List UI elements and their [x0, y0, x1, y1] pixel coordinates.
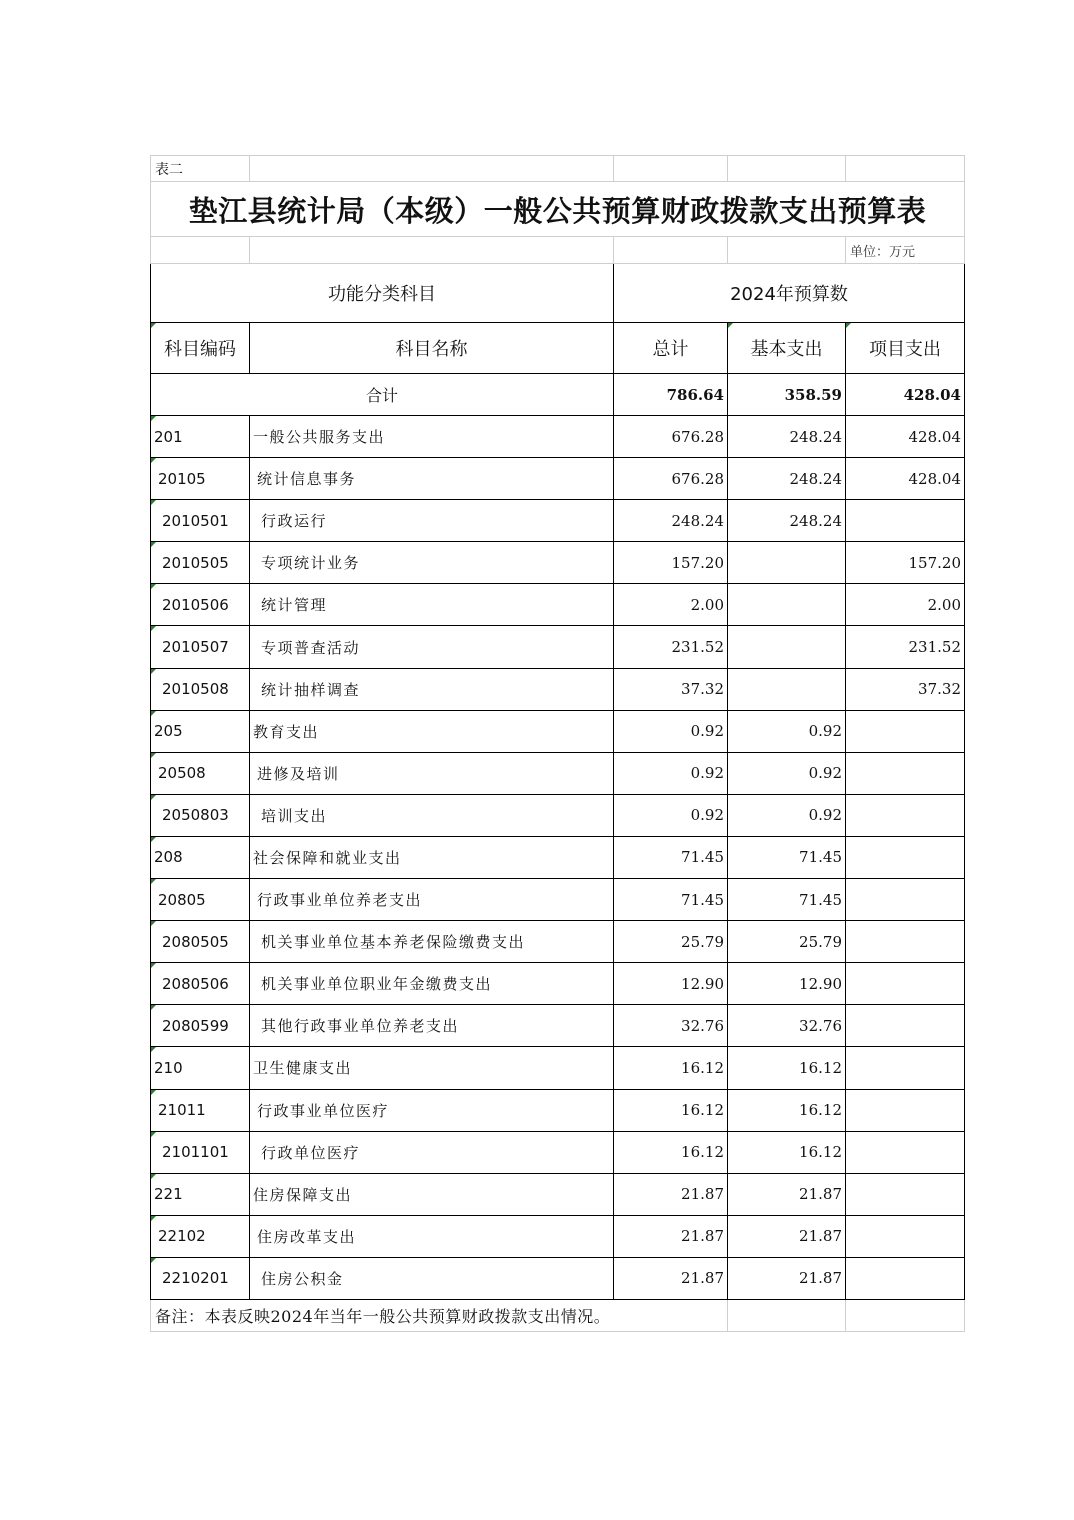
- table-row: [151, 879, 965, 921]
- row-project: 428.04: [846, 416, 965, 458]
- row-code: 21011: [151, 1089, 250, 1131]
- table-row: [151, 710, 965, 752]
- row-total: 25.79: [614, 921, 728, 963]
- row-basic: 0.92: [728, 710, 846, 752]
- row-name: 统计信息事务: [250, 458, 614, 500]
- row-code: 221: [151, 1173, 250, 1215]
- row-total: 21.87: [614, 1215, 728, 1257]
- row-project: [846, 879, 965, 921]
- row-total: 32.76: [614, 1005, 728, 1047]
- table-row: [151, 1215, 965, 1257]
- row-total: 21.87: [614, 1173, 728, 1215]
- row-total: 0.92: [614, 794, 728, 836]
- row-total: 12.90: [614, 963, 728, 1005]
- row-code: 2080505: [151, 921, 250, 963]
- row-project: [846, 710, 965, 752]
- row-project: [846, 794, 965, 836]
- row-basic: [728, 584, 846, 626]
- row-project: 428.04: [846, 458, 965, 500]
- table-row: [151, 794, 965, 836]
- row-basic: 12.90: [728, 963, 846, 1005]
- table-row: [151, 963, 965, 1005]
- row-code: 2101101: [151, 1131, 250, 1173]
- total-label: 合计: [151, 374, 614, 416]
- row-code: 2010506: [151, 584, 250, 626]
- row-code: 20105: [151, 458, 250, 500]
- row-name: 社会保障和就业支出: [250, 836, 614, 878]
- budget-rows: [151, 416, 965, 1300]
- blank-cell: [728, 237, 846, 264]
- row-name: 住房改革支出: [250, 1215, 614, 1257]
- row-basic: 71.45: [728, 836, 846, 878]
- row-name: 卫生健康支出: [250, 1047, 614, 1089]
- row-code: 2010501: [151, 500, 250, 542]
- row-total: 16.12: [614, 1047, 728, 1089]
- table-row: [151, 1173, 965, 1215]
- row-project: [846, 500, 965, 542]
- row-name: 住房公积金: [250, 1257, 614, 1299]
- row-basic: [728, 668, 846, 710]
- row-basic: 248.24: [728, 500, 846, 542]
- row-total: 16.12: [614, 1089, 728, 1131]
- row-code: 210: [151, 1047, 250, 1089]
- row-basic: 16.12: [728, 1047, 846, 1089]
- row-project: [846, 921, 965, 963]
- row-basic: 21.87: [728, 1215, 846, 1257]
- table-row: [151, 752, 965, 794]
- row-name: 行政单位医疗: [250, 1131, 614, 1173]
- row-basic: 16.12: [728, 1131, 846, 1173]
- table-row: [151, 1131, 965, 1173]
- row-project: [846, 1005, 965, 1047]
- budget-table: [150, 155, 965, 1332]
- row-basic: 0.92: [728, 752, 846, 794]
- table-row: [151, 458, 965, 500]
- table-row: [151, 1047, 965, 1089]
- row-code: 22102: [151, 1215, 250, 1257]
- row-code: 2050803: [151, 794, 250, 836]
- blank-cell: [728, 1299, 846, 1331]
- row-project: [846, 963, 965, 1005]
- row-total: 37.32: [614, 668, 728, 710]
- table-row: [151, 584, 965, 626]
- row-name: 进修及培训: [250, 752, 614, 794]
- row-total: 71.45: [614, 836, 728, 878]
- row-total: 157.20: [614, 542, 728, 584]
- table-row: [151, 542, 965, 584]
- table-row: [151, 416, 965, 458]
- row-code: 2080506: [151, 963, 250, 1005]
- row-code: 2010508: [151, 668, 250, 710]
- row-name: 行政运行: [250, 500, 614, 542]
- row-project: [846, 1047, 965, 1089]
- blank-cell: [151, 237, 250, 264]
- row-project: 37.32: [846, 668, 965, 710]
- row-code: 205: [151, 710, 250, 752]
- row-project: [846, 1089, 965, 1131]
- blank-cell: [614, 156, 728, 182]
- row-code: 201: [151, 416, 250, 458]
- row-basic: 16.12: [728, 1089, 846, 1131]
- row-total: 248.24: [614, 500, 728, 542]
- row-project: [846, 836, 965, 878]
- table-row: [151, 1089, 965, 1131]
- blank-cell: [250, 156, 614, 182]
- table-row: [151, 500, 965, 542]
- row-total: 676.28: [614, 458, 728, 500]
- row-name: 机关事业单位职业年金缴费支出: [250, 963, 614, 1005]
- total-total: 786.64: [614, 374, 728, 416]
- blank-cell: [846, 1299, 965, 1331]
- row-project: 2.00: [846, 584, 965, 626]
- row-basic: 21.87: [728, 1173, 846, 1215]
- row-name: 行政事业单位医疗: [250, 1089, 614, 1131]
- row-name: 教育支出: [250, 710, 614, 752]
- row-basic: 32.76: [728, 1005, 846, 1047]
- row-name: 一般公共服务支出: [250, 416, 614, 458]
- total-project: 428.04: [846, 374, 965, 416]
- row-basic: 0.92: [728, 794, 846, 836]
- total-basic: 358.59: [728, 374, 846, 416]
- row-project: 231.52: [846, 626, 965, 668]
- row-code: 208: [151, 836, 250, 878]
- table-row: [151, 668, 965, 710]
- row-basic: 71.45: [728, 879, 846, 921]
- row-name: 统计抽样调查: [250, 668, 614, 710]
- row-basic: 248.24: [728, 458, 846, 500]
- table-row: [151, 1005, 965, 1047]
- row-project: 157.20: [846, 542, 965, 584]
- row-project: [846, 1131, 965, 1173]
- blank-cell: [728, 156, 846, 182]
- header-function-class: 功能分类科目: [151, 264, 614, 323]
- row-basic: [728, 626, 846, 668]
- row-name: 统计管理: [250, 584, 614, 626]
- blank-cell: [846, 156, 965, 182]
- row-name: 其他行政事业单位养老支出: [250, 1005, 614, 1047]
- footnote: 备注：本表反映2024年当年一般公共预算财政拨款支出情况。: [151, 1299, 728, 1331]
- row-total: 231.52: [614, 626, 728, 668]
- blank-cell: [614, 237, 728, 264]
- header-basic: 基本支出: [728, 323, 846, 374]
- row-project: [846, 1215, 965, 1257]
- row-project: [846, 1173, 965, 1215]
- blank-cell: [250, 237, 614, 264]
- row-name: 专项统计业务: [250, 542, 614, 584]
- row-total: 16.12: [614, 1131, 728, 1173]
- row-name: 培训支出: [250, 794, 614, 836]
- header-code: 科目编码: [151, 323, 250, 374]
- row-total: 21.87: [614, 1257, 728, 1299]
- row-basic: 21.87: [728, 1257, 846, 1299]
- row-project: [846, 1257, 965, 1299]
- row-code: 2210201: [151, 1257, 250, 1299]
- row-code: 2010507: [151, 626, 250, 668]
- row-total: 0.92: [614, 710, 728, 752]
- row-basic: [728, 542, 846, 584]
- header-name: 科目名称: [250, 323, 614, 374]
- row-total: 676.28: [614, 416, 728, 458]
- header-project: 项目支出: [846, 323, 965, 374]
- row-name: 机关事业单位基本养老保险缴费支出: [250, 921, 614, 963]
- row-project: [846, 752, 965, 794]
- row-code: 2080599: [151, 1005, 250, 1047]
- table-row: [151, 836, 965, 878]
- page-title: 垫江县统计局（本级）一般公共预算财政拨款支出预算表: [151, 182, 965, 237]
- unit-label: 单位：万元: [846, 237, 965, 264]
- row-code: 20805: [151, 879, 250, 921]
- row-total: 0.92: [614, 752, 728, 794]
- header-budget-year: 2024年预算数: [614, 264, 965, 323]
- row-code: 2010505: [151, 542, 250, 584]
- row-name: 行政事业单位养老支出: [250, 879, 614, 921]
- table-row: [151, 626, 965, 668]
- row-code: 20508: [151, 752, 250, 794]
- row-name: 住房保障支出: [250, 1173, 614, 1215]
- row-total: 2.00: [614, 584, 728, 626]
- header-total: 总计: [614, 323, 728, 374]
- row-basic: 25.79: [728, 921, 846, 963]
- table-row: [151, 1257, 965, 1299]
- sheet-tag: 表二: [151, 156, 250, 182]
- table-row: [151, 921, 965, 963]
- row-basic: 248.24: [728, 416, 846, 458]
- row-name: 专项普查活动: [250, 626, 614, 668]
- row-total: 71.45: [614, 879, 728, 921]
